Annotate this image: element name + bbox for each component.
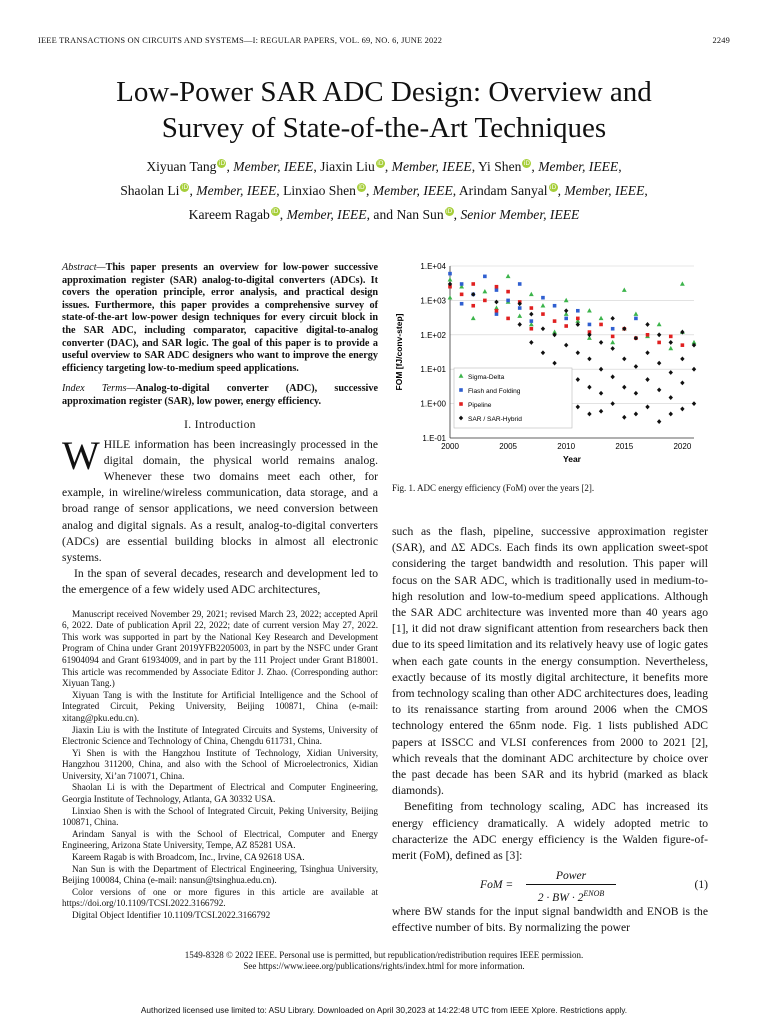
data-point [576, 309, 580, 313]
orcid-icon[interactable]: iD [218, 160, 226, 168]
abstract-lead: Abstract— [62, 262, 106, 273]
data-point [530, 319, 534, 323]
eq-numerator: Power [555, 869, 587, 883]
data-point [471, 282, 475, 286]
data-point [657, 419, 661, 424]
data-point [587, 308, 592, 312]
data-point [610, 401, 614, 406]
data-point [482, 289, 487, 293]
data-point [599, 340, 603, 345]
data-point [517, 313, 522, 317]
y-tick-label: 1.E+03 [420, 296, 446, 306]
data-point [448, 277, 453, 281]
data-point [645, 350, 649, 355]
data-point [680, 356, 684, 361]
data-point [622, 356, 626, 361]
data-point [576, 350, 580, 355]
x-tick-label: 2010 [557, 442, 576, 451]
data-point [681, 343, 685, 347]
data-point [495, 312, 499, 316]
data-point [564, 317, 568, 321]
data-point [576, 405, 580, 410]
data-point [529, 292, 534, 296]
footnote: Arindam Sanyal is with the School of Electrical, Computer and Energy Engineering, Arizona State University, Tempe, AZ 85281 USA. [62, 828, 378, 851]
data-point [506, 317, 510, 321]
data-point [518, 282, 522, 286]
data-point [669, 340, 673, 345]
eq-fraction-bar [526, 884, 616, 885]
data-point [610, 374, 614, 379]
data-point [459, 388, 463, 392]
data-point [680, 380, 684, 385]
author-list [40, 155, 728, 227]
data-point [599, 391, 603, 396]
legend-label: SAR / SAR-Hybrid [468, 415, 522, 423]
title-line-1: Low-Power SAR ADC Design: Overview and [116, 76, 652, 108]
data-point [645, 377, 649, 382]
author-name: Arindam Sanyal [458, 183, 548, 198]
author-role: Senior Member, IEEE [460, 207, 580, 222]
data-point [622, 287, 627, 291]
data-point [634, 311, 639, 315]
footnote: Jiaxin Liu is with the Institute of Integrated Circuits and Systems, University of Electronic Science and Technology of China, Chengdu 611731, China. [62, 724, 378, 747]
drop-cap: W [62, 432, 100, 478]
author-role: Member, IEEE [372, 183, 453, 198]
intro-paragraph-2: In the span of several decades, research and development led to the emergence of a few widely used ADC architectures, [62, 567, 378, 597]
data-point [576, 317, 580, 321]
page-number: 2249 [712, 36, 730, 45]
intro-paragraph-1 [62, 432, 378, 567]
data-point [483, 275, 487, 279]
data-point [564, 308, 568, 313]
x-tick-label: 2000 [441, 442, 459, 451]
author-name: Xiyuan Tang [146, 159, 217, 174]
orcid-icon[interactable]: iD [181, 184, 189, 192]
data-point [692, 401, 696, 406]
data-point [646, 333, 650, 337]
orcid-icon[interactable]: iD [377, 160, 384, 168]
data-point [518, 322, 522, 327]
orcid-icon[interactable]: iD [549, 184, 557, 192]
data-point [669, 395, 673, 400]
data-point [495, 309, 499, 313]
y-tick-label: 1.E+04 [420, 262, 446, 271]
data-point [495, 288, 499, 292]
footnote: Xiyuan Tang is with the Institute for Artificial Intelligence and the School of Integrated Circuit, Peking University, Beijing 100871, China (e-mail: xitang@pku.edu.cn). [62, 689, 378, 723]
equation-1 [392, 864, 708, 904]
data-point [599, 316, 604, 320]
intro-text: HILE information has been increasingly processed in the digital domain, the physical world remains analog. Whenever these two domains meet each other, for example, in wireline/wireless communication, data storage, and a broad range of sensor applications, we need conversion between analog and digital signals. As a result, analog-to-digital converters (ADCs) are essential building blocks in almost all electronic systems. [62, 437, 378, 564]
data-point [530, 327, 534, 331]
legend-label: Sigma-Delta [468, 373, 505, 381]
author-name: Linxiao Shen [283, 183, 356, 198]
index-terms-text: Analog-to-digital converter (ADC), successive approximation register (SAR), low power, energy efficiency. [62, 383, 378, 407]
data-point [634, 364, 638, 369]
data-point [564, 324, 568, 328]
data-point [599, 409, 603, 414]
data-point [553, 319, 557, 323]
journal-name: IEEE TRANSACTIONS ON CIRCUITS AND SYSTEMS—I: REGULAR PAPERS, VOL. 69, NO. 6, JUNE 2022 [38, 36, 443, 45]
data-point [610, 316, 614, 321]
y-tick-label: 1.E+01 [420, 365, 446, 375]
author-name: Nan Sun [396, 207, 444, 222]
data-point [460, 302, 464, 306]
data-point [530, 306, 534, 310]
data-point [471, 304, 475, 308]
footnote: Yi Shen is with the Hangzhou Institute of Technology, Xidian University, Hangzhou 311200, China, and also with the School of Microelectronics, Xidian University, Xi’an 710071, China. [62, 747, 378, 781]
orcid-icon[interactable]: iD [272, 208, 279, 216]
data-point [541, 312, 545, 316]
data-point [599, 367, 603, 372]
x-tick-label: 2005 [499, 442, 517, 451]
data-point [541, 350, 545, 355]
fom-chart [384, 258, 714, 478]
data-point [471, 316, 476, 320]
data-point [657, 322, 662, 326]
footnotes [62, 609, 378, 922]
y-tick-label: 1.E+02 [420, 330, 446, 340]
eq-denominator [526, 886, 616, 906]
legend-label: Flash and Folding [468, 387, 521, 395]
footnote: Digital Object Identifier 10.1109/TCSI.2022.3166792 [72, 910, 271, 920]
legend-label: Pipeline [468, 401, 492, 409]
data-point [495, 285, 499, 289]
data-point [610, 346, 614, 351]
data-point [483, 299, 487, 303]
data-point [680, 407, 684, 412]
author-line-1: Xiyuan Tang iD, Member, IEEE, Jiaxin Liu iD, Member, IEEE, Yi Shen iD, Member, IEEE, [146, 159, 622, 174]
right-column [392, 524, 708, 937]
data-point [564, 343, 568, 348]
data-point [657, 341, 661, 345]
y-axis-label: FOM [fJ/conv-step] [394, 313, 404, 391]
figure-caption: Fig. 1. ADC energy efficiency (FoM) over the years [2]. [392, 483, 595, 493]
footnote: Shaolan Li is with the Department of Electrical and Computer Engineering, Georgia Institute of Technology, Atlanta, GA 30332 USA. [62, 782, 378, 805]
data-point [645, 405, 649, 410]
data-point [564, 298, 569, 302]
data-point [506, 274, 511, 278]
title-line-2: Survey of State-of-the-Art Techniques [161, 112, 607, 144]
data-point [541, 303, 546, 307]
data-point [448, 295, 453, 299]
eq-label: (1) [694, 878, 708, 892]
data-point [692, 367, 696, 372]
data-point [657, 332, 661, 337]
footnote: Linxiao Shen is with the School of Integrated Circuit, Peking University, Beijing 100871, China. [62, 805, 378, 828]
y-tick-label: 1.E+00 [420, 399, 446, 409]
footnote: Kareem Ragab is with Broadcom, Inc., Irvine, CA 92618 USA. [72, 852, 305, 863]
x-tick-label: 2020 [673, 442, 692, 451]
data-point [588, 323, 592, 327]
rights-link[interactable]: See https://www.ieee.org/publications/rights/index.html for more information. [243, 961, 525, 971]
data-point [634, 412, 638, 417]
footnote: Nan Sun is with the Department of Electrical Engineering, Tsinghua University, Beijing 100084, China (e-mail: nansun@tsinghua.edu.cn). [62, 863, 378, 886]
section-heading: I. Introduction [184, 418, 256, 431]
author-role: Member, IEEE [564, 183, 645, 198]
data-point [669, 412, 673, 417]
data-point [622, 415, 626, 420]
index-terms-lead: Index Terms— [62, 383, 136, 395]
x-tick-label: 2015 [615, 442, 634, 451]
data-point [552, 361, 556, 366]
data-point [611, 327, 615, 331]
y-tick-label: 1.E-01 [422, 434, 446, 443]
data-point [459, 402, 463, 406]
data-point [541, 326, 545, 331]
index-terms [62, 383, 378, 408]
data-point [541, 296, 545, 300]
data-point [669, 335, 673, 339]
orcid-icon[interactable]: iD [445, 208, 453, 216]
abstract-text: This paper presents an overview for low-power successive approximation register (SAR) analog-to-digital converters (ADCs). It covers the operation principle, error analysis, and practical design issues. Furthermore, this paper provides a comprehensive survey of state-of-the-art low-power design techniques for every circuit block in the SAR ADC, including comparator, capacitive digital-to-analog converter (DAC), and SAR logic. The goal of this paper is to provide a useful overview to SAR ADC designers who want to improve the energy efficiency targeting low-to-medium speed applications. [62, 262, 378, 374]
data-point [668, 346, 673, 350]
data-point [448, 272, 452, 276]
left-column [62, 262, 378, 922]
right-paragraph-1: such as the flash, pipeline, successive approximation register (SAR), and ΔΣ ADCs. Each finds its own application sweet-spot considering the target bandwidth and resolution. This paper will focus on the SAR ADC, which is traditionally used in medium-to-high resolution and low-to-medium speed applications. Although the SAR ADC architecture was invented more than 40 years ago [1], it did not draw significant attention from researchers back then due to its speed limitation and its relatively heavy use of logic gates when each gate counts in the energy consumption. Nevertheless, exactly because of its mostly digital architecture, it benefits more from technology scaling than other ADC architectures does, leading to its renaissance starting from around 2006 when the CMOS technology entered the 65nm node. Fig. 1 lists published ADC papers at ISSCC and VLSI conferences from 2000 to 2021 [2], which reveals that the dominant ADC architecture by choice over the past decade has been SAR and its hybrid (marked as black diamonds). [392, 525, 708, 798]
data-point [529, 312, 533, 317]
data-point [645, 322, 649, 327]
data-point [518, 306, 522, 310]
abstract [62, 262, 378, 375]
eq-lhs: FoM = [480, 878, 514, 892]
paper-title [0, 74, 768, 146]
author-role: Member, IEEE [196, 183, 277, 198]
license-notice: Authorized licensed use limited to: ASU Library. Downloaded on April 30,2023 at 14:22:48 UTC from IEEE Xplore. Restrictions apply. [140, 1005, 628, 1015]
running-header [38, 36, 730, 45]
eq-exponent: ENOB [583, 889, 605, 899]
author-role: Member, IEEE [391, 159, 472, 174]
data-point [587, 412, 591, 417]
orcid-icon[interactable]: iD [523, 160, 531, 168]
data-point [669, 370, 673, 375]
author-name: Shaolan Li [120, 183, 180, 198]
data-point [576, 377, 580, 382]
data-point [634, 391, 638, 396]
data-point [611, 335, 615, 339]
copyright-line: 1549-8328 © 2022 IEEE. Personal use is permitted, but republication/redistribution requires IEEE permission. [184, 950, 584, 960]
author-role: Member, IEEE [233, 159, 314, 174]
data-point [622, 385, 626, 390]
right-paragraph-2: Benefiting from technology scaling, ADC has increased its energy efficiency dramatically. A widely adopted metric to characterize the ADC energy efficiency is the Walden figure-of-merit (FoM), defined as [3]: [392, 800, 708, 863]
x-axis-label: Year [563, 454, 581, 464]
author-name: Yi Shen [477, 159, 522, 174]
data-point [529, 340, 533, 345]
right-paragraph-3: where BW stands for the input signal bandwidth and ENOB is the effective number of bits. By normalizing the power [392, 905, 708, 935]
data-point [657, 361, 661, 366]
eq-den-base: 2 · BW · 2 [537, 891, 584, 905]
data-point [460, 293, 464, 297]
copyright-footer [0, 950, 768, 972]
author-role: Member, IEEE [538, 159, 619, 174]
data-point [680, 281, 685, 285]
author-line-2: Shaolan Li iD, Member, IEEE, Linxiao Shen iD, Member, IEEE, Arindam Sanyal iD, Member, IEEE, [120, 183, 648, 198]
data-point [506, 290, 510, 294]
author-name: Kareem Ragab [188, 207, 270, 222]
author-line-3: Kareem Ragab iD, Member, IEEE, and Nan Sun iD, Senior Member, IEEE [188, 207, 580, 222]
data-point [460, 282, 464, 286]
footnote: Manuscript received November 29, 2021; revised March 23, 2022; accepted April 6, 2022. Date of publication April 22, 2022; date of current version May 27, 2022. This work was supported in part by the National Key Research and Development Program of China under Grant 2019YFB2205003, in part by the NSFC under Grant 61904094 and Grant 61934009, and in part by the 111 Project under Grant B18001. This article was recommended by Associate Editor J. Zhao. (Corresponding author: Xiyuan Tang.) [62, 608, 378, 689]
data-point [587, 356, 591, 361]
author-name: Jiaxin Liu [320, 159, 375, 174]
data-point [599, 323, 603, 327]
orcid-icon[interactable]: iD [358, 184, 365, 192]
data-point [506, 299, 510, 303]
data-point [657, 388, 661, 393]
data-point [610, 340, 615, 344]
author-role: Member, IEEE [286, 207, 367, 222]
data-point [587, 385, 591, 390]
footnote: Color versions of one or more figures in this article are available at https://doi.org/10.1109/TCSI.2022.3166792. [62, 886, 378, 909]
data-point [634, 317, 638, 321]
data-point [553, 304, 557, 308]
